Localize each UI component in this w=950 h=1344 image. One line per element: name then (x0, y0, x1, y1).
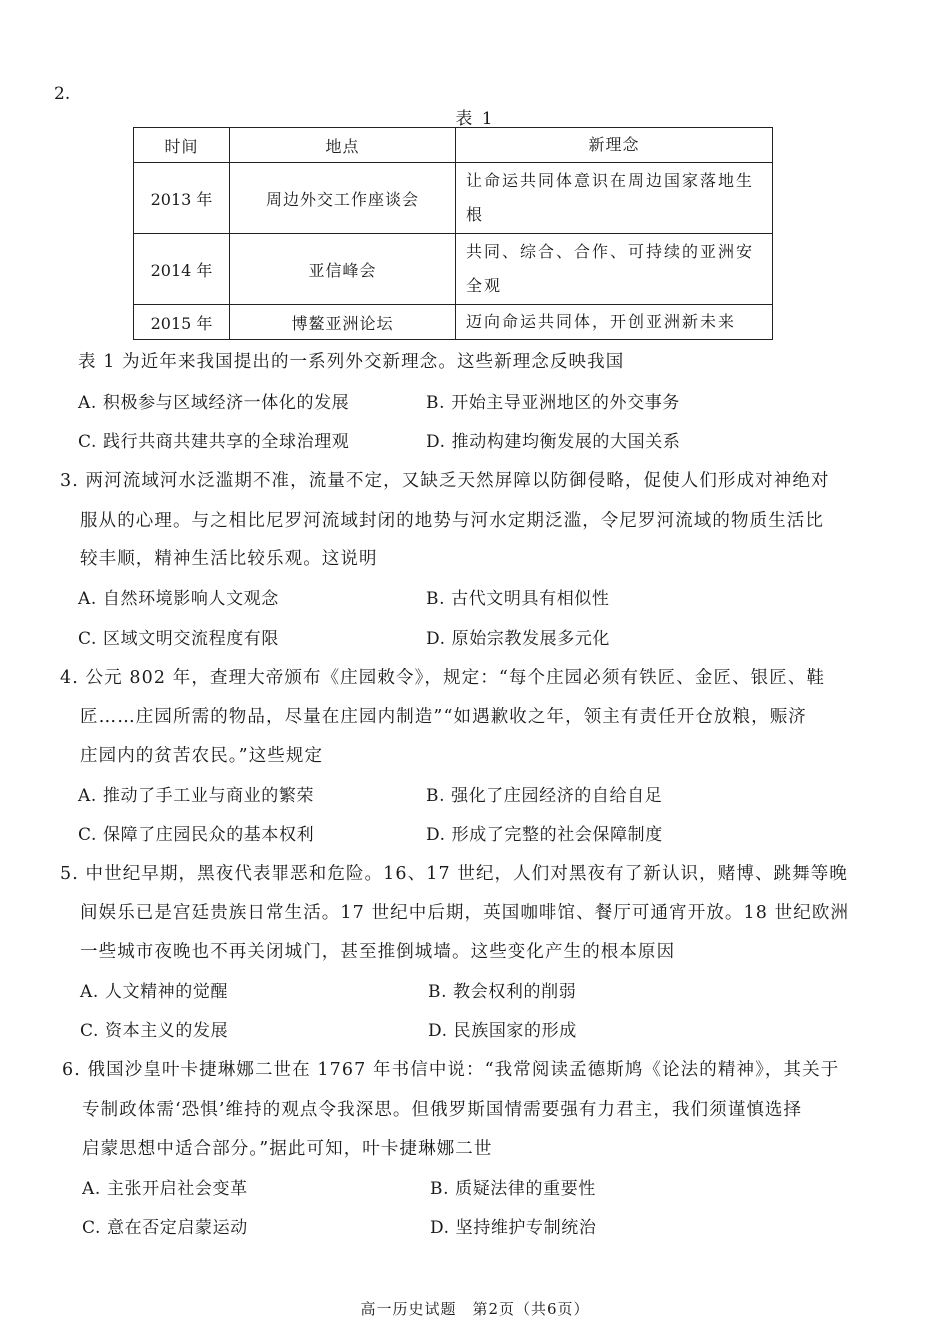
cell-year: 2013 年 (134, 163, 230, 234)
q6-option-c: C. 意在否定启蒙运动 (82, 1218, 248, 1238)
question-3-line: 3. 两河流域河水泛滥期不准，流量不定，又缺乏天然屏障以防御侵略，促使人们形成对神绝对 (60, 471, 830, 491)
question-5-line: 间娱乐已是宫廷贵族日常生活。17 世纪中后期，英国咖啡馆、餐厅可通宵开放。18 世纪欧洲 (80, 903, 850, 923)
cell-concept: 迈向命运共同体，开创亚洲新未来 (456, 305, 773, 340)
q2-option-c: C. 践行共商共建共享的全球治理观 (78, 432, 350, 452)
question-4-line: 4. 公元 802 年，查理大帝颁布《庄园敕令》，规定：“每个庄园必须有铁匠、金匠、银匠、鞋 (60, 668, 826, 688)
header-time: 时间 (134, 128, 230, 163)
policy-table (133, 127, 773, 340)
cell-place: 亚信峰会 (230, 234, 456, 305)
question-2-stem: 表 1 为近年来我国提出的一系列外交新理念。这些新理念反映我国 (78, 352, 625, 372)
question-4-line: 匠……庄园所需的物品，尽量在庄园内制造”“如遇歉收之年，领主有责任开仓放粮，赈济 (80, 707, 807, 727)
q2-option-d: D. 推动构建均衡发展的大国关系 (426, 432, 681, 452)
header-concept: 新理念 (456, 128, 773, 163)
q5-option-c: C. 资本主义的发展 (80, 1021, 229, 1041)
q4-option-d: D. 形成了完整的社会保障制度 (426, 825, 663, 845)
question-6-line: 6. 俄国沙皇叶卡捷琳娜二世在 1767 年书信中说：“我常阅读孟德斯鸠《论法的精神》，其关于 (62, 1060, 840, 1080)
header-place: 地点 (230, 128, 456, 163)
question-4-line: 庄园内的贫苦农民。”这些规定 (80, 746, 324, 766)
table-row (134, 234, 773, 305)
cell-year: 2014 年 (134, 234, 230, 305)
table-row (134, 163, 773, 234)
cell-place: 博鳌亚洲论坛 (230, 305, 456, 340)
question-6-line: 专制政体需‘恐惧’维持的观点令我深思。但俄罗斯国情需要强有力君主，我们须谨慎选择 (82, 1100, 803, 1120)
question-5-line: 5. 中世纪早期，黑夜代表罪恶和危险。16、17 世纪，人们对黑夜有了新认识，赌博、跳舞等晚 (60, 864, 848, 884)
q5-option-b: B. 教会权利的削弱 (428, 982, 577, 1002)
q6-option-a: A. 主张开启社会变革 (82, 1179, 248, 1199)
question-6-line: 启蒙思想中适合部分。”据此可知，叶卡捷琳娜二世 (82, 1139, 493, 1159)
question-2-number: 2. (54, 84, 71, 104)
q3-option-d: D. 原始宗教发展多元化 (426, 629, 611, 649)
q2-option-b: B. 开始主导亚洲地区的外交事务 (426, 393, 680, 413)
q2-option-a: A. 积极参与区域经济一体化的发展 (78, 393, 350, 413)
q6-option-d: D. 坚持维护专制统治 (430, 1218, 597, 1238)
table-header-row (134, 128, 773, 163)
page-footer: 高一历史试题 第2页（共6页） (360, 1300, 590, 1318)
q3-option-a: A. 自然环境影响人文观念 (78, 589, 279, 609)
q6-option-b: B. 质疑法律的重要性 (430, 1179, 596, 1199)
q3-option-b: B. 古代文明具有相似性 (426, 589, 610, 609)
q5-option-a: A. 人文精神的觉醒 (80, 982, 229, 1002)
q4-option-a: A. 推动了手工业与商业的繁荣 (78, 786, 315, 806)
q4-option-c: C. 保障了庄园民众的基本权利 (78, 825, 315, 845)
cell-year: 2015 年 (134, 305, 230, 340)
table-caption: 表 1 (455, 109, 495, 129)
question-5-line: 一些城市夜晚也不再关闭城门，甚至推倒城墙。这些变化产生的根本原因 (80, 942, 676, 962)
cell-place: 周边外交工作座谈会 (230, 163, 456, 234)
cell-concept: 让命运共同体意识在周边国家落地生根 (456, 163, 773, 234)
question-3-line: 服从的心理。与之相比尼罗河流域封闭的地势与河水定期泛滥，令尼罗河流域的物质生活比 (80, 511, 824, 531)
table-row (134, 305, 773, 340)
q4-option-b: B. 强化了庄园经济的自给自足 (426, 786, 663, 806)
q5-option-d: D. 民族国家的形成 (428, 1021, 577, 1041)
cell-concept: 共同、综合、合作、可持续的亚洲安全观 (456, 234, 773, 305)
question-3-line: 较丰顺，精神生活比较乐观。这说明 (80, 549, 378, 569)
q3-option-c: C. 区域文明交流程度有限 (78, 629, 280, 649)
